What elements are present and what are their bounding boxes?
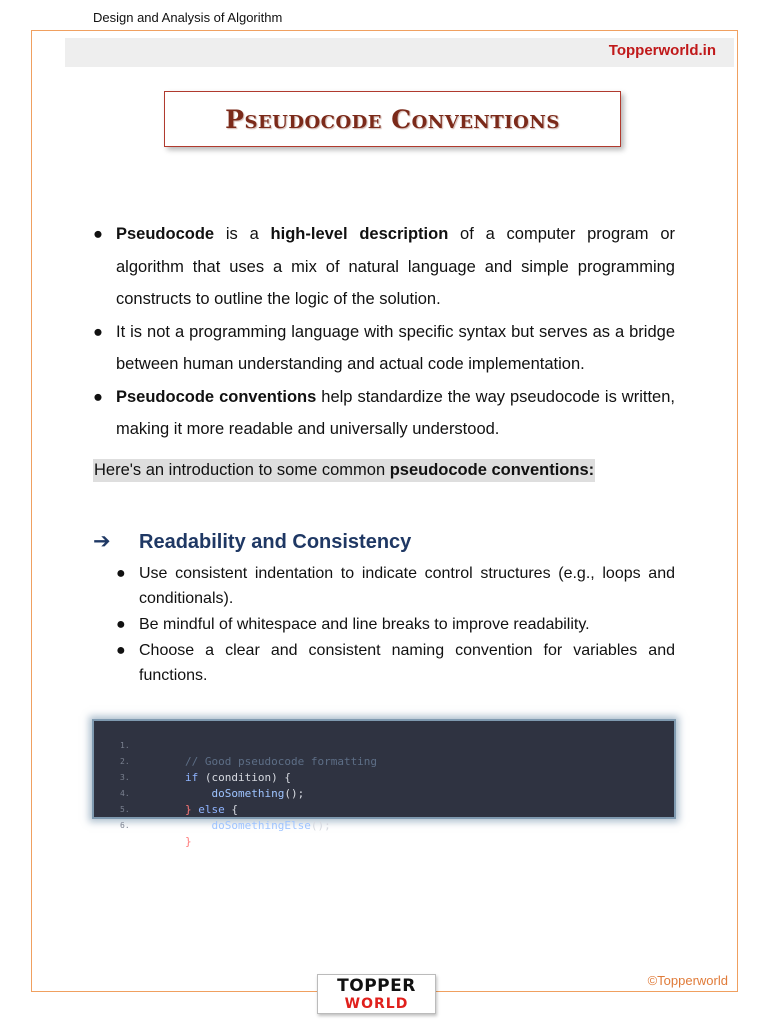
text-span: of a computer program or algorithm that uses a mix of natural language and simple programming constructs to outline the logic of the solution. [116,225,676,308]
text-span: help standardize the way pseudocode is written, making it more readable and universally understood. [116,387,675,438]
bullet-icon: ● [93,387,103,406]
topperworld-logo [317,974,436,1014]
bold-term: high-level description [270,225,449,243]
line-number: 2. [120,757,130,766]
code-snippet [92,719,676,848]
page-title: Pseudocode Conventions [225,104,560,134]
callout-text: Here's an introduction to some common [94,461,390,479]
section-heading-text: Readability and Consistency [139,531,412,553]
document-header-title: Design and Analysis of Algorithm [93,10,283,25]
line-number: 3. [120,773,130,782]
page-border-frame [31,30,738,992]
code-function: doSomethingElse [185,819,311,832]
list-item [116,612,675,637]
line-number: 1. [120,741,130,750]
logo-line-1: TOPPER [337,976,416,996]
bullet-icon: ● [116,642,126,659]
bullet-icon: ● [116,565,126,582]
list-item [116,638,675,688]
list-item [93,381,675,446]
line-number: 4. [120,789,130,798]
bullet-icon: ● [93,225,103,243]
text-span: It is not a programming language with specific syntax but serves as a bridge between human understanding and actual code implementation. [116,322,675,373]
code-line [94,722,378,768]
text-span: is a [214,225,271,243]
section-bullet-list [116,561,675,689]
code-brace: } [185,803,192,816]
site-name-link[interactable]: Topperworld.in [608,42,716,59]
code-function: doSomething [185,787,285,800]
bullet-icon: ● [93,322,103,341]
list-item [93,316,675,381]
text-span: Choose a clear and consistent naming convention for variables and functions. [139,642,675,684]
text-span: Be mindful of whitespace and line breaks to improve readability. [139,616,590,633]
bold-term: Pseudocode [116,225,215,243]
bullet-icon: ● [116,616,126,633]
code-line [94,802,192,848]
intro-bullet-list [93,218,675,446]
arrow-right-icon: ➔ [93,530,111,553]
section-heading [93,529,411,554]
code-text: (); [284,787,305,800]
code-text: (); [310,819,331,832]
list-item [116,561,675,611]
logo-line-2: WORLD [344,996,409,1012]
line-number: 6. [120,821,130,830]
code-line [94,786,331,832]
bold-term: Pseudocode conventions [116,387,317,406]
line-number: 5. [120,805,130,814]
text-span: Use consistent indentation to indicate control structures (e.g., loops and conditionals). [139,565,675,607]
code-keyword: else [191,803,225,816]
list-item [93,218,675,316]
code-text: { [224,803,238,816]
page-title-box [164,91,621,147]
code-brace: } [185,835,192,848]
site-banner [65,38,734,67]
copyright-notice: ©Topperworld [647,973,728,988]
highlighted-callout [93,459,595,482]
code-keyword: if [185,771,199,784]
code-text: (condition) { [198,771,291,784]
code-comment: // Good pseudocode formatting [185,755,378,768]
callout-bold-text: pseudocode conventions: [389,461,595,479]
